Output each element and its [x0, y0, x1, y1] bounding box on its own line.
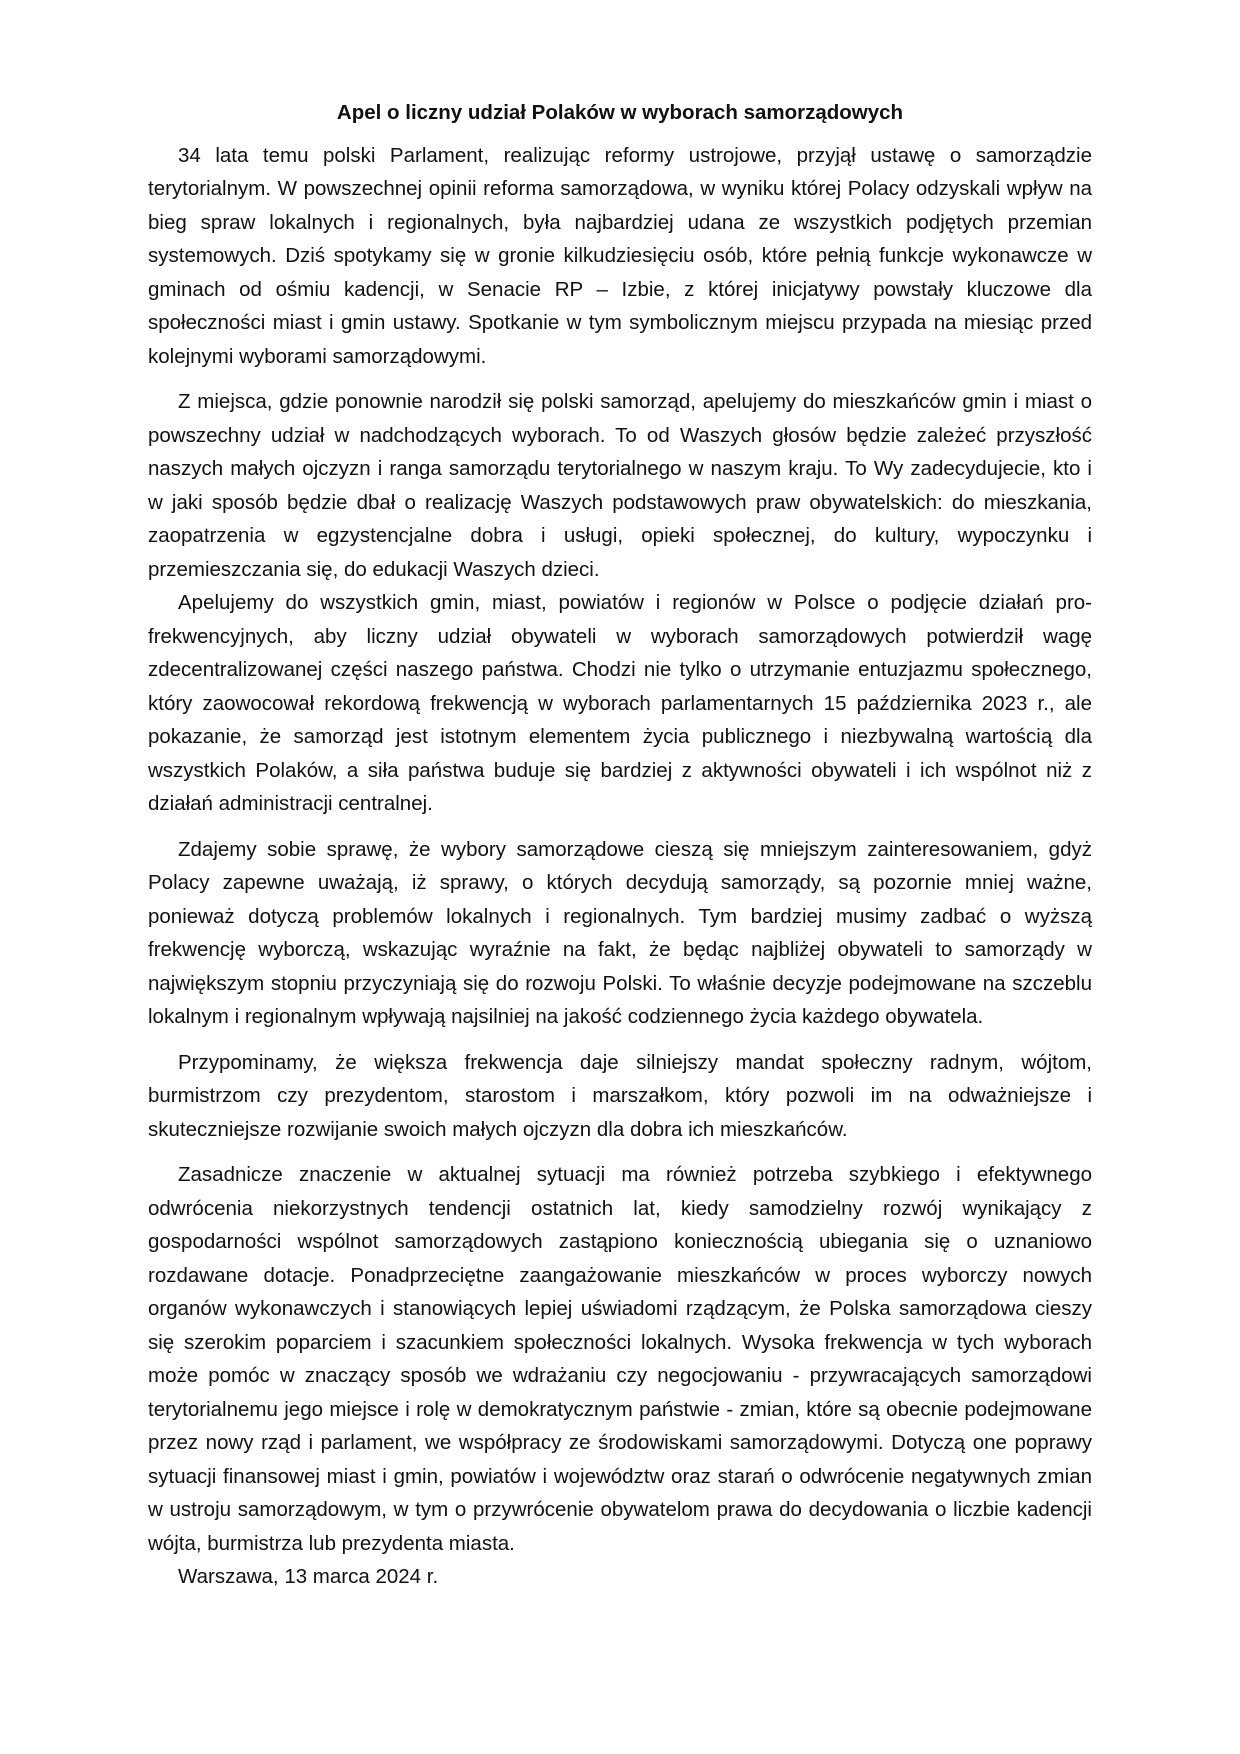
paragraph-1: 34 lata temu polski Parlament, realizując reformy ustrojowe, przyjął ustawę o samorządzie terytorialnym. W powszechnej opinii reforma samorządowa, w wyniku której Polacy odzyskali wpływ na bieg spraw lokalnych i regionalnych, była najbardziej udana ze wszystkich podjętych przemian systemowych. Dziś spotykamy się w gronie kilkudziesięciu osób, które pełnią funkcje wykonawcze w gminach od ośmiu kadencji, w Senacie RP – Izbie, z której inicjatywy powstały kluczowe dla społeczności miast i gmin ustawy. Spotkanie w tym symbolicznym miejscu przypada na miesiąc przed kolejnymi wyborami samorządowymi.: [148, 143, 1092, 368]
paragraph-5: Przypominamy, że większa frekwencja daje silniejszy mandat społeczny radnym, wójtom, burmistrzom czy prezydentom, starostom i marszałkom, który pozwoli im na odważniejsze i skuteczniejsze rozwijanie swoich małych ojczyzn dla dobra ich mieszkańców.: [148, 1050, 1092, 1141]
place-date-signoff: Warszawa, 13 marca 2024 r.: [178, 1565, 439, 1588]
paragraph-2: Z miejsca, gdzie ponownie narodził się polski samorząd, apelujemy do mieszkańców gmin i miast o powszechny udział w nadchodzących wyborach. To od Waszych głosów będzie zależeć przyszłość naszych małych ojczyzn i ranga samorządu terytorialnego w naszym kraju. To Wy zadecydujecie, kto i w jaki sposób będzie dbał o realizację Waszych podstawowych praw obywatelskich: do mieszkania, zaopatrzenia w egzystencjalne dobra i usługi, opieki społecznej, do kultury, wypoczynku i przemieszczania się, do edukacji Waszych dzieci.: [148, 390, 1092, 581]
paragraph-gap: [148, 373, 1092, 385]
paragraph-3: Apelujemy do wszystkich gmin, miast, powiatów i regionów w Polsce o podjęcie działań pro-frekwencyjnych, aby liczny udział obywateli w wyborach samorządowych potwierdził wagę zdecentralizowanej części naszego państwa. Chodzi nie tylko o utrzymanie entuzjazmu społecznego, który zaowocował rekordową frekwencją w wyborach parlamentarnych 15 października 2023 r., ale pokazanie, że samorząd jest istotnym elementem życia publicznego i niezbywalną wartością dla wszystkich Polaków, a siła państwa buduje się bardziej z aktywności obywateli i ich wspólnot niż z działań administracji centralnej.: [148, 591, 1092, 815]
paragraph-4: Zdajemy sobie sprawę, że wybory samorządowe cieszą się mniejszym zainteresowaniem, gdyż Polacy zapewne uważają, iż sprawy, o których decydują samorządy, są pozornie mniej ważne, ponieważ dotyczą problemów lokalnych i regionalnych. Tym bardziej musimy zadbać o wyższą frekwencję wyborczą, wskazując wyraźnie na fakt, że będąc najbliżej obywateli to samorządy w największym stopniu przyczyniają się do rozwoju Polski. To właśnie decyzje podejmowane na szczeblu lokalnym i regionalnym wpływają najsilniej na jakość codziennego życia każdego obywatela.: [148, 837, 1092, 1028]
document-page: [148, 96, 1092, 1594]
paragraph-6: Zasadnicze znaczenie w aktualnej sytuacji ma również potrzeba szybkiego i efektywnego odwrócenia niekorzystnych tendencji ostatnich lat, kiedy samodzielny rozwój wynikający z gospodarności wspólnot samorządowych zastąpiono koniecznością ubiegania się o uznaniowo rozdawane dotacje. Ponadprzeciętne zaangażowanie mieszkańców w proces wyborczy nowych organów wykonawczych i stanowiących lepiej uświadomi rządzącym, że Polska samorządowa cieszy się szerokim poparciem i szacunkiem społeczności lokalnych. Wysoka frekwencja w tych wyborach może pomóc w znaczący sposób we wdrażaniu czy negocjowaniu - przywracających samorządowi terytorialnemu jego miejsce i rolę w demokratycznym państwie - zmian, które są obecnie podejmowane przez nowy rząd i parlament, we współpracy ze środowiskami samorządowymi. Dotyczą one poprawy sytuacji finansowej miast i gmin, powiatów i województw oraz starań o odwrócenie negatywnych zmian w ustroju samorządowym, w tym o przywrócenie obywatelom prawa do decydowania o liczbie kadencji wójta, burmistrza lub prezydenta miasta.: [148, 1163, 1092, 1555]
document-title: Apel o liczny udział Polaków w wyborach samorządowych: [336, 101, 904, 124]
